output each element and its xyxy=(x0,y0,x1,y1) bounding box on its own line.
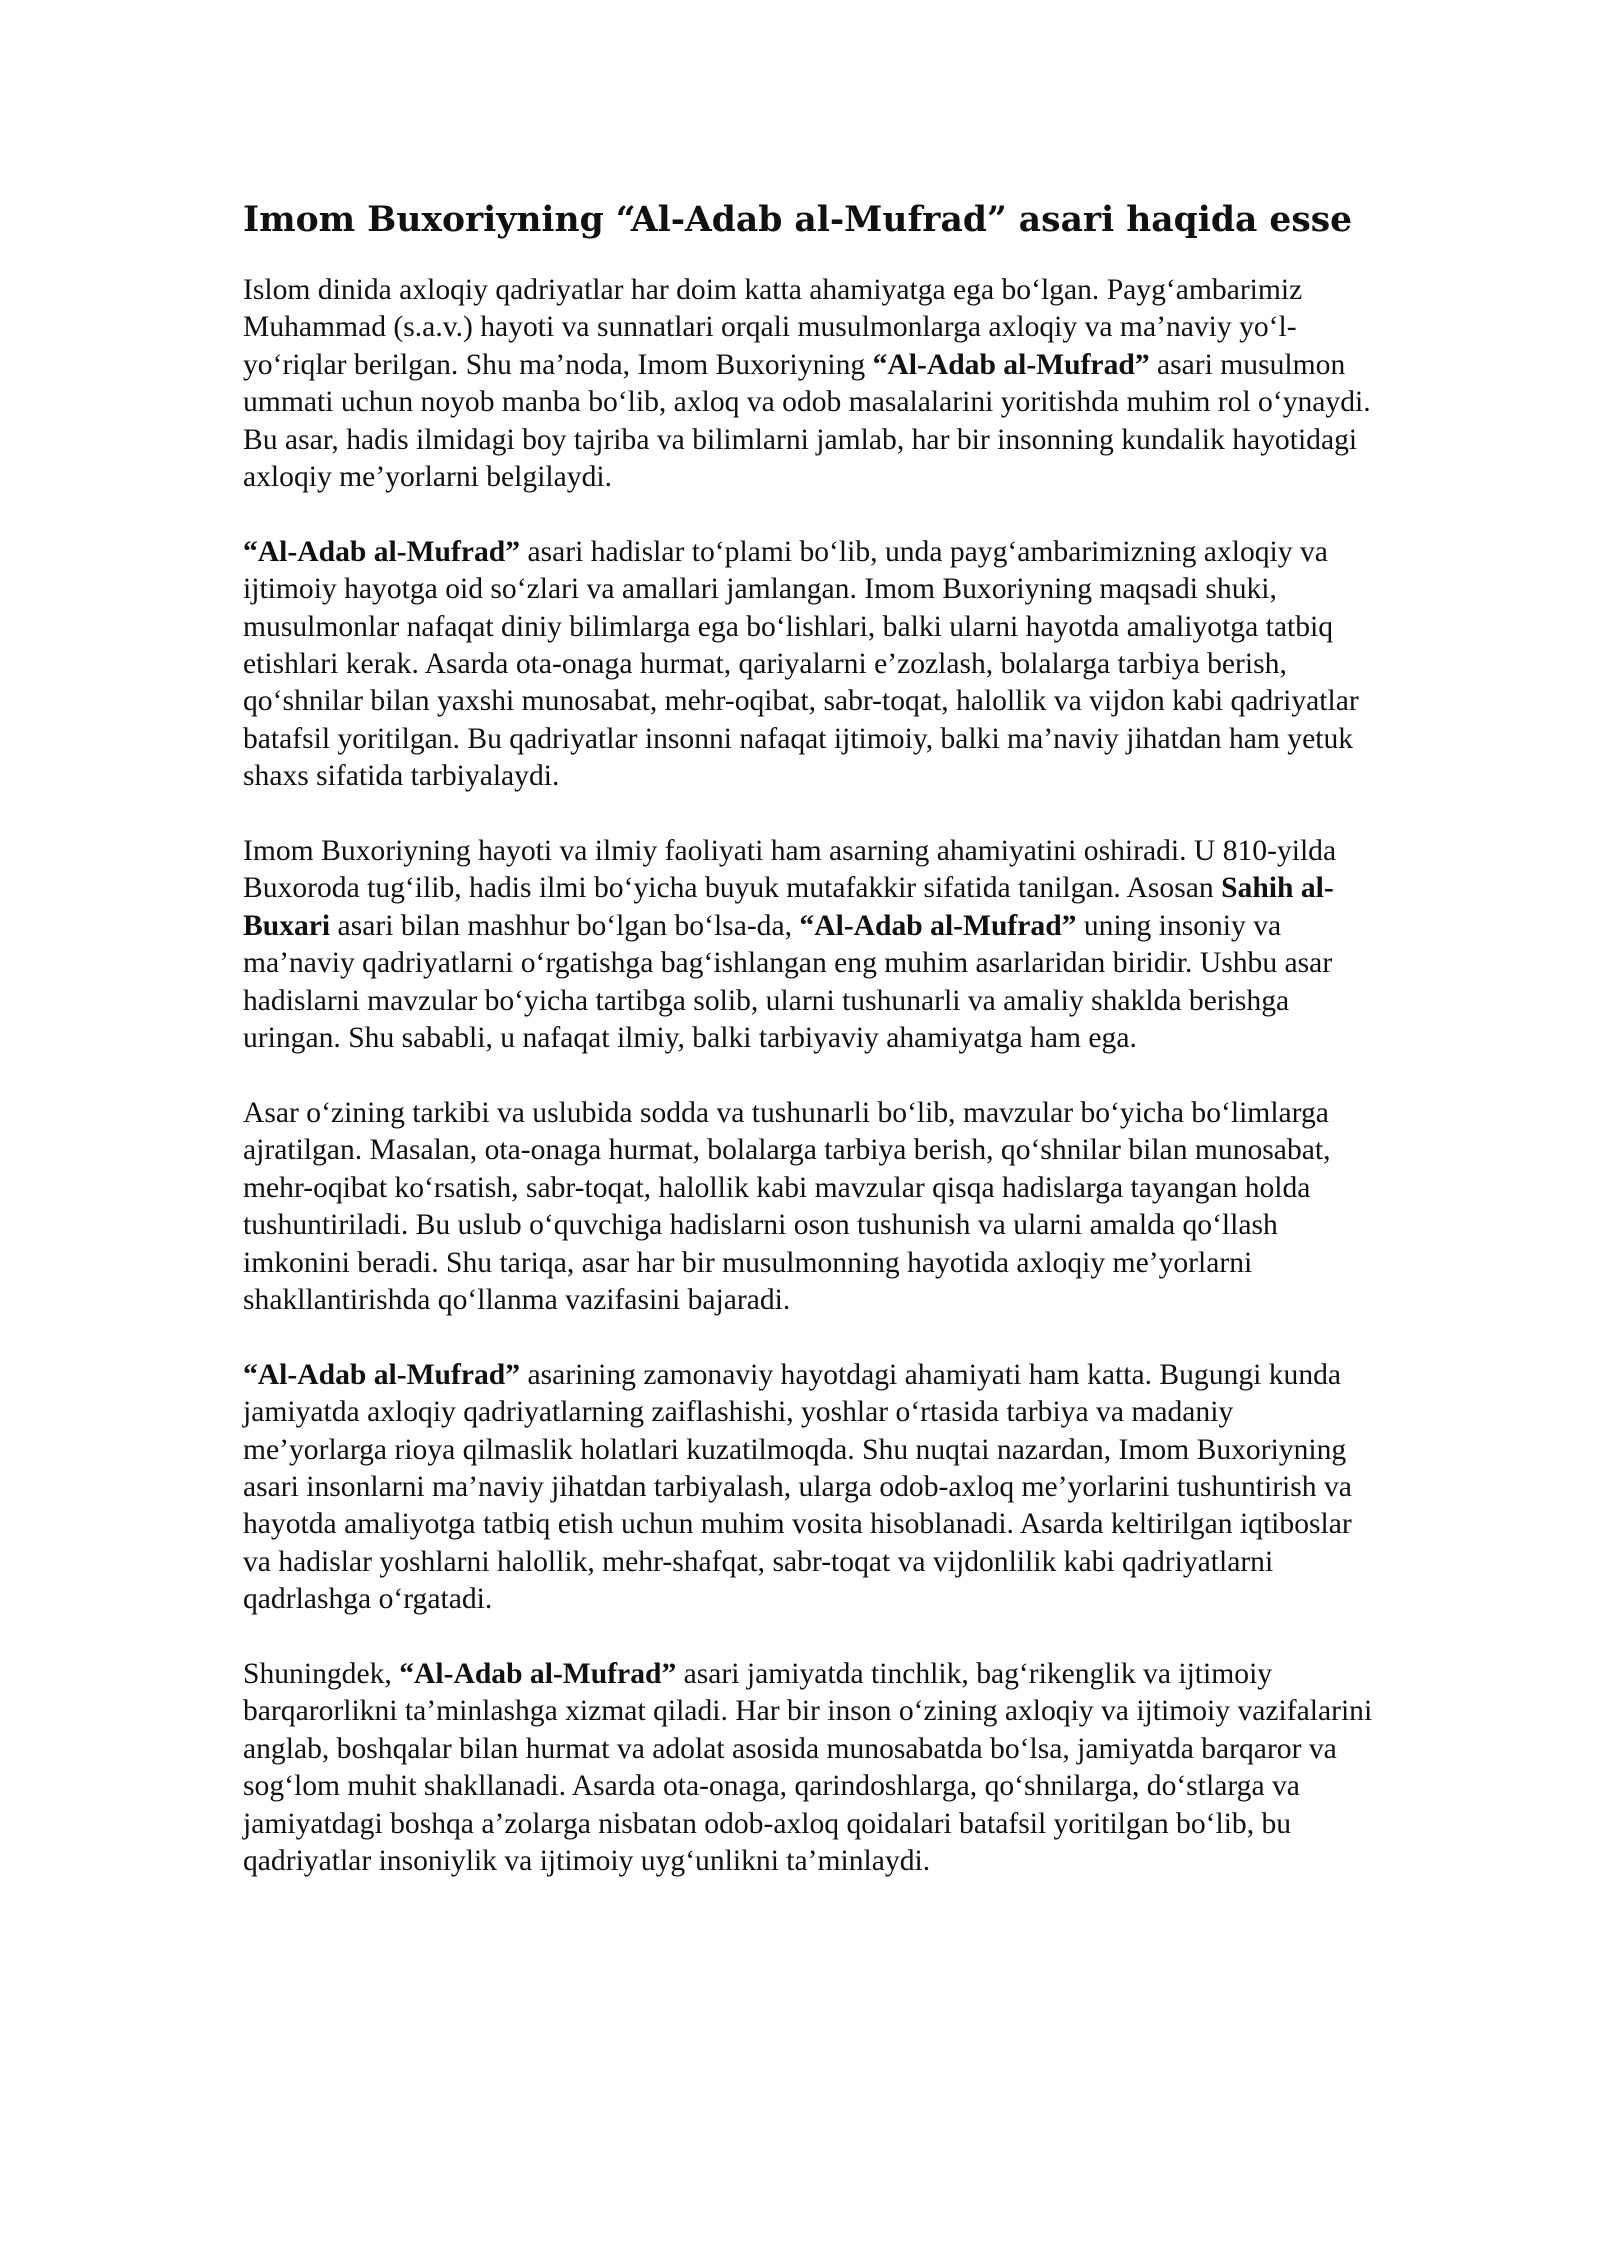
paragraph-6-bold-title: “Al-Adab al-Mufrad” xyxy=(399,1657,677,1690)
document-content xyxy=(243,196,1383,1918)
paragraph-1-text-2: asari musulmon ummati uchun noyob manba bo‘lib, axloq va odob masalalarini yoritishda muhim rol o‘ynaydi. Bu asar, hadis ilmidagi boy tajriba va bilimlarni jamlab, har bir insonning kundalik hayotidagi axloqiy me’yorlarni belgilaydi. xyxy=(243,348,1371,494)
paragraph-2-text-1: asari hadislar to‘plami bo‘lib, unda payg‘ambarimizning axloqiy va ijtimoiy hayotga oid so‘zlari va amallari jamlangan. Imom Buxoriyning maqsadi shuki, musulmonlar nafaqat diniy bilimlarga ega bo‘lishlari, balki ularni hayotda amaliyotga tatbiq etishlari kerak. Asarda ota-onaga hurmat, qariyalarni e’zozlash, bolalarga tarbiya berish, qo‘shnilar bilan yaxshi munosabat, mehr-oqibat, sabr-toqat, halollik va vijdon kabi qadriyatlar batafsil yoritilgan. Bu qadriyatlar insonni nafaqat ijtimoiy, balki ma’naviy jihatdan ham yetuk shaxs sifatida tarbiyalaydi. xyxy=(243,535,1359,793)
paragraph-3-text-1: Imom Buxoriyning hayoti va ilmiy faoliyati ham asarning ahamiyatini oshiradi. U 810-yilda Buxoroda tug‘ilib, hadis ilmi bo‘yicha buyuk mutafakkir sifatida tanilgan. Asosan xyxy=(243,835,1337,905)
paragraph-4-text-1: Asar o‘zining tarkibi va uslubida sodda va tushunarli bo‘lib, mavzular bo‘yicha bo‘limlarga ajratilgan. Masalan, ota-onaga hurmat, bolalarga tarbiya berish, qo‘shnilar bilan munosabat, mehr-oqibat ko‘rsatish, sabr-toqat, halollik kabi mavzular qisqa hadislarga tayangan holda tushuntiriladi. Bu uslub o‘quvchiga hadislarni oson tushunish va ularni amalda qo‘llash imkonini beradi. Shu tariqa, asar har bir musulmonning hayotida axloqiy me’yorlarni shakllantirishda qo‘llanma vazifasini bajaradi. xyxy=(243,1096,1331,1316)
paragraph-2-bold-title: “Al-Adab al-Mufrad” xyxy=(243,535,521,568)
paragraph-4 xyxy=(243,1095,1383,1319)
document-title: Imom Buxoriyning “Al-Adab al-Mufrad” asari haqida esse xyxy=(243,200,1353,240)
paragraph-1-bold-title: “Al-Adab al-Mufrad” xyxy=(872,348,1150,381)
paragraph-5-bold-title: “Al-Adab al-Mufrad” xyxy=(243,1358,521,1391)
paragraph-3 xyxy=(243,833,1383,1057)
paragraph-1 xyxy=(243,272,1383,496)
paragraph-5 xyxy=(243,1357,1383,1619)
paragraph-3-bold-sahih: Sahih al-Buxari xyxy=(243,872,1334,942)
paragraph-3-bold-title: “Al-Adab al-Mufrad” xyxy=(799,909,1077,942)
paragraph-3-text-2: asari bilan mashhur bo‘lgan bo‘lsa-da, xyxy=(330,909,800,942)
paragraph-5-text-1: asarining zamonaviy hayotdagi ahamiyati ham katta. Bugungi kunda jamiyatda axloqiy qadriyatlarning zaiflashishi, yoshlar o‘rtasida tarbiya va madaniy me’yorlarga rioya qilmaslik holatlari kuzatilmoqda. Shu nuqtai nazardan, Imom Buxoriyning asari insonlarni ma’naviy jihatdan tarbiyalash, ularga odob-axloq me’yorlarini tushuntirish va hayotda amaliyotga tatbiq etish uchun muhim vosita hisoblanadi. Asarda keltirilgan iqtiboslar va hadislar yoshlarni halollik, mehr-shafqat, sabr-toqat va vijdonlilik kabi qadriyatlarni qadrlashga o‘rgatadi. xyxy=(243,1358,1352,1616)
paragraph-6 xyxy=(243,1656,1383,1880)
paragraph-6-text-2: asari jamiyatda tinchlik, bag‘rikenglik va ijtimoiy barqarorlikni ta’minlashga xizmat qiladi. Har bir inson o‘zining axloqiy va ijtimoiy vazifalarini anglab, boshqalar bilan hurmat va adolat asosida munosabatda bo‘lsa, jamiyatda barqaror va sog‘lom muhit shakllanadi. Asarda ota-onaga, qarindoshlarga, qo‘shnilarga, do‘stlarga va jamiyatdagi boshqa a’zolarga nisbatan odob-axloq qoidalari batafsil yoritilgan bo‘lib, bu qadriyatlar insoniylik va ijtimoiy uyg‘unlikni ta’minlaydi. xyxy=(243,1657,1373,1877)
paragraph-1-text-1: Islom dinida axloqiy qadriyatlar har doim katta ahamiyatga ega bo‘lgan. Payg‘ambarimiz Muhammad (s.a.v.) hayoti va sunnatlari orqali musulmonlarga axloqiy va ma’naviy yo‘l-yo‘riqlar berilgan. Shu ma’noda, Imom Buxoriyning xyxy=(243,274,1303,381)
paragraph-2 xyxy=(243,534,1383,796)
paragraph-6-text-1: Shuningdek, xyxy=(243,1657,400,1690)
paragraph-3-text-3: uning insoniy va ma’naviy qadriyatlarni o‘rgatishga bag‘ishlangan eng muhim asarlaridan biridir. Ushbu asar hadislarni mavzular bo‘yicha tartibga solib, ularni tushunarli va amaliy shaklda berishga uringan. Shu sababli, u nafaqat ilmiy, balki tarbiyaviy ahamiyatga ham ega. xyxy=(243,909,1333,1055)
